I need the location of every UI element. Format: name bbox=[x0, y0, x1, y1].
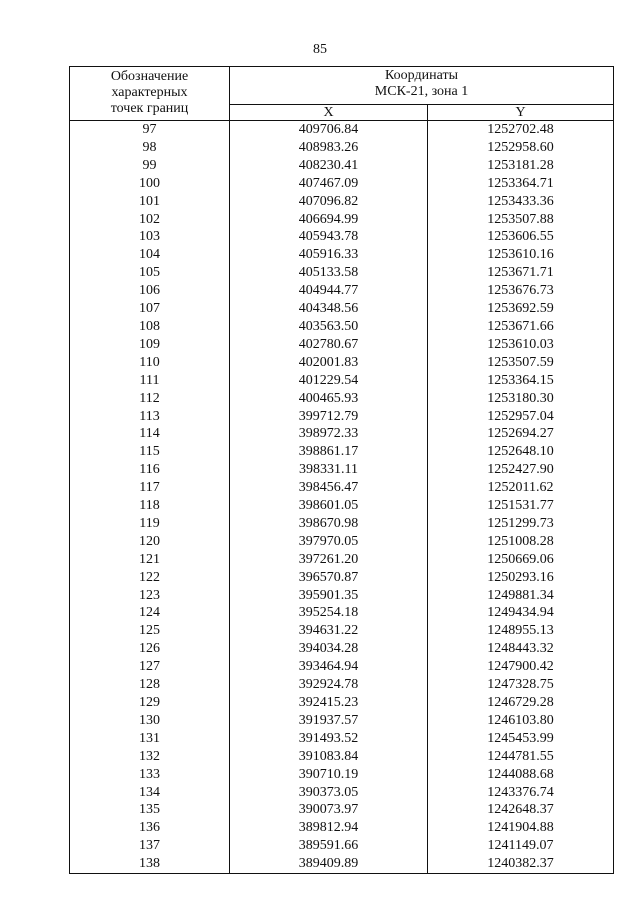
point-cell: 128 bbox=[70, 676, 230, 694]
x-cell: 397970.05 bbox=[230, 533, 428, 551]
x-cell: 389409.89 bbox=[230, 855, 428, 873]
x-cell: 392924.78 bbox=[230, 676, 428, 694]
table-row bbox=[70, 282, 614, 300]
point-cell: 103 bbox=[70, 228, 230, 246]
point-cell: 123 bbox=[70, 587, 230, 605]
table-row bbox=[70, 193, 614, 211]
y-cell: 1244781.55 bbox=[428, 748, 614, 766]
point-cell: 117 bbox=[70, 479, 230, 497]
x-cell: 404348.56 bbox=[230, 300, 428, 318]
y-cell: 1252011.62 bbox=[428, 479, 614, 497]
table-row bbox=[70, 121, 614, 139]
table-row bbox=[70, 354, 614, 372]
point-cell: 109 bbox=[70, 336, 230, 354]
x-cell: 406694.99 bbox=[230, 211, 428, 229]
x-cell: 405133.58 bbox=[230, 264, 428, 282]
point-cell: 111 bbox=[70, 372, 230, 390]
page-number: 85 bbox=[313, 42, 327, 57]
table-row bbox=[70, 730, 614, 748]
x-cell: 397261.20 bbox=[230, 551, 428, 569]
x-column-header: X bbox=[230, 105, 428, 121]
x-cell: 398601.05 bbox=[230, 497, 428, 515]
table-row bbox=[70, 175, 614, 193]
y-cell: 1253671.66 bbox=[428, 318, 614, 336]
y-cell: 1250669.06 bbox=[428, 551, 614, 569]
x-cell: 398331.11 bbox=[230, 461, 428, 479]
point-label-header bbox=[70, 67, 230, 121]
x-cell: 403563.50 bbox=[230, 318, 428, 336]
x-cell: 407467.09 bbox=[230, 175, 428, 193]
x-cell: 407096.82 bbox=[230, 193, 428, 211]
table-row bbox=[70, 694, 614, 712]
point-cell: 133 bbox=[70, 766, 230, 784]
point-cell: 136 bbox=[70, 819, 230, 837]
table-body bbox=[70, 121, 614, 874]
table-row bbox=[70, 569, 614, 587]
point-cell: 108 bbox=[70, 318, 230, 336]
point-cell: 120 bbox=[70, 533, 230, 551]
y-cell: 1246729.28 bbox=[428, 694, 614, 712]
x-cell: 395901.35 bbox=[230, 587, 428, 605]
x-cell: 390073.97 bbox=[230, 801, 428, 819]
point-cell: 100 bbox=[70, 175, 230, 193]
table-row bbox=[70, 425, 614, 443]
point-cell: 113 bbox=[70, 408, 230, 426]
y-cell: 1250293.16 bbox=[428, 569, 614, 587]
y-cell: 1253610.03 bbox=[428, 336, 614, 354]
point-cell: 122 bbox=[70, 569, 230, 587]
x-cell: 401229.54 bbox=[230, 372, 428, 390]
table-row bbox=[70, 461, 614, 479]
table-row bbox=[70, 855, 614, 873]
point-label-line: точек границ bbox=[110, 101, 189, 116]
x-cell: 405916.33 bbox=[230, 246, 428, 264]
point-cell: 112 bbox=[70, 390, 230, 408]
table-row bbox=[70, 390, 614, 408]
point-cell: 132 bbox=[70, 748, 230, 766]
y-cell: 1253364.15 bbox=[428, 372, 614, 390]
y-cell: 1247328.75 bbox=[428, 676, 614, 694]
point-cell: 99 bbox=[70, 157, 230, 175]
y-cell: 1253433.36 bbox=[428, 193, 614, 211]
x-cell: 400465.93 bbox=[230, 390, 428, 408]
y-cell: 1240382.37 bbox=[428, 855, 614, 873]
x-cell: 404944.77 bbox=[230, 282, 428, 300]
y-cell: 1253692.59 bbox=[428, 300, 614, 318]
x-cell: 398670.98 bbox=[230, 515, 428, 533]
point-cell: 121 bbox=[70, 551, 230, 569]
table-row bbox=[70, 139, 614, 157]
table-row bbox=[70, 515, 614, 533]
x-cell: 392415.23 bbox=[230, 694, 428, 712]
table-row bbox=[70, 604, 614, 622]
point-cell: 105 bbox=[70, 264, 230, 282]
table-row bbox=[70, 157, 614, 175]
point-cell: 135 bbox=[70, 801, 230, 819]
y-cell: 1243376.74 bbox=[428, 784, 614, 802]
table-row bbox=[70, 712, 614, 730]
x-cell: 402001.83 bbox=[230, 354, 428, 372]
point-cell: 125 bbox=[70, 622, 230, 640]
coordinates-table bbox=[69, 66, 614, 874]
x-cell: 405943.78 bbox=[230, 228, 428, 246]
point-cell: 119 bbox=[70, 515, 230, 533]
point-cell: 101 bbox=[70, 193, 230, 211]
y-cell: 1241149.07 bbox=[428, 837, 614, 855]
y-cell: 1246103.80 bbox=[428, 712, 614, 730]
x-cell: 390373.05 bbox=[230, 784, 428, 802]
y-cell: 1247900.42 bbox=[428, 658, 614, 676]
x-cell: 393464.94 bbox=[230, 658, 428, 676]
y-cell: 1252694.27 bbox=[428, 425, 614, 443]
y-cell: 1241904.88 bbox=[428, 819, 614, 837]
point-cell: 138 bbox=[70, 855, 230, 873]
table-row bbox=[70, 443, 614, 461]
point-cell: 97 bbox=[70, 121, 230, 139]
x-cell: 409706.84 bbox=[230, 121, 428, 139]
y-cell: 1245453.99 bbox=[428, 730, 614, 748]
y-cell: 1253507.88 bbox=[428, 211, 614, 229]
x-cell: 389591.66 bbox=[230, 837, 428, 855]
table-row bbox=[70, 640, 614, 658]
x-cell: 391493.52 bbox=[230, 730, 428, 748]
point-cell: 110 bbox=[70, 354, 230, 372]
table-row bbox=[70, 801, 614, 819]
y-cell: 1253610.16 bbox=[428, 246, 614, 264]
x-cell: 399712.79 bbox=[230, 408, 428, 426]
table-row bbox=[70, 336, 614, 354]
x-cell: 394631.22 bbox=[230, 622, 428, 640]
y-cell: 1252957.04 bbox=[428, 408, 614, 426]
x-cell: 390710.19 bbox=[230, 766, 428, 784]
y-cell: 1253364.71 bbox=[428, 175, 614, 193]
y-cell: 1251531.77 bbox=[428, 497, 614, 515]
x-cell: 402780.67 bbox=[230, 336, 428, 354]
y-cell: 1253507.59 bbox=[428, 354, 614, 372]
point-cell: 107 bbox=[70, 300, 230, 318]
table-row bbox=[70, 676, 614, 694]
x-cell: 408230.41 bbox=[230, 157, 428, 175]
x-cell: 398861.17 bbox=[230, 443, 428, 461]
y-cell: 1253180.30 bbox=[428, 390, 614, 408]
y-cell: 1249434.94 bbox=[428, 604, 614, 622]
table-row bbox=[70, 228, 614, 246]
table-row bbox=[70, 318, 614, 336]
x-cell: 389812.94 bbox=[230, 819, 428, 837]
table-row bbox=[70, 479, 614, 497]
table-row bbox=[70, 784, 614, 802]
x-cell: 398972.33 bbox=[230, 425, 428, 443]
table-row bbox=[70, 300, 614, 318]
y-cell: 1252702.48 bbox=[428, 121, 614, 139]
y-cell: 1253606.55 bbox=[428, 228, 614, 246]
y-cell: 1248955.13 bbox=[428, 622, 614, 640]
table-row bbox=[70, 658, 614, 676]
table-row bbox=[70, 766, 614, 784]
point-cell: 134 bbox=[70, 784, 230, 802]
y-cell: 1253181.28 bbox=[428, 157, 614, 175]
y-cell: 1253671.71 bbox=[428, 264, 614, 282]
table-row bbox=[70, 497, 614, 515]
y-cell: 1252648.10 bbox=[428, 443, 614, 461]
x-cell: 395254.18 bbox=[230, 604, 428, 622]
y-cell: 1251299.73 bbox=[428, 515, 614, 533]
coordinate-system-label: МСК-21, зона 1 bbox=[374, 84, 469, 99]
point-cell: 137 bbox=[70, 837, 230, 855]
point-label-line: характерных bbox=[111, 85, 188, 100]
point-cell: 118 bbox=[70, 497, 230, 515]
point-cell: 102 bbox=[70, 211, 230, 229]
y-column-header: Y bbox=[428, 105, 614, 121]
point-cell: 98 bbox=[70, 139, 230, 157]
x-cell: 396570.87 bbox=[230, 569, 428, 587]
point-cell: 124 bbox=[70, 604, 230, 622]
x-cell: 391937.57 bbox=[230, 712, 428, 730]
table-row bbox=[70, 819, 614, 837]
table-row bbox=[70, 264, 614, 282]
table-row bbox=[70, 246, 614, 264]
coordinates-header bbox=[230, 67, 614, 105]
point-cell: 126 bbox=[70, 640, 230, 658]
y-cell: 1242648.37 bbox=[428, 801, 614, 819]
table-row bbox=[70, 372, 614, 390]
table-row bbox=[70, 408, 614, 426]
point-cell: 116 bbox=[70, 461, 230, 479]
x-cell: 398456.47 bbox=[230, 479, 428, 497]
y-cell: 1252958.60 bbox=[428, 139, 614, 157]
x-cell: 391083.84 bbox=[230, 748, 428, 766]
point-cell: 106 bbox=[70, 282, 230, 300]
table-row bbox=[70, 748, 614, 766]
point-cell: 127 bbox=[70, 658, 230, 676]
point-cell: 104 bbox=[70, 246, 230, 264]
y-cell: 1252427.90 bbox=[428, 461, 614, 479]
table-row bbox=[70, 587, 614, 605]
y-cell: 1249881.34 bbox=[428, 587, 614, 605]
table-row bbox=[70, 533, 614, 551]
y-cell: 1251008.28 bbox=[428, 533, 614, 551]
table-row bbox=[70, 622, 614, 640]
point-label-line: Обозначение bbox=[110, 69, 189, 84]
coordinates-title: Координаты bbox=[385, 68, 458, 83]
point-cell: 129 bbox=[70, 694, 230, 712]
table-row bbox=[70, 551, 614, 569]
table-header-row bbox=[70, 67, 614, 105]
point-cell: 114 bbox=[70, 425, 230, 443]
table-row bbox=[70, 837, 614, 855]
x-cell: 394034.28 bbox=[230, 640, 428, 658]
table-row bbox=[70, 211, 614, 229]
y-cell: 1248443.32 bbox=[428, 640, 614, 658]
x-cell: 408983.26 bbox=[230, 139, 428, 157]
y-cell: 1253676.73 bbox=[428, 282, 614, 300]
y-cell: 1244088.68 bbox=[428, 766, 614, 784]
point-cell: 115 bbox=[70, 443, 230, 461]
point-cell: 130 bbox=[70, 712, 230, 730]
point-cell: 131 bbox=[70, 730, 230, 748]
